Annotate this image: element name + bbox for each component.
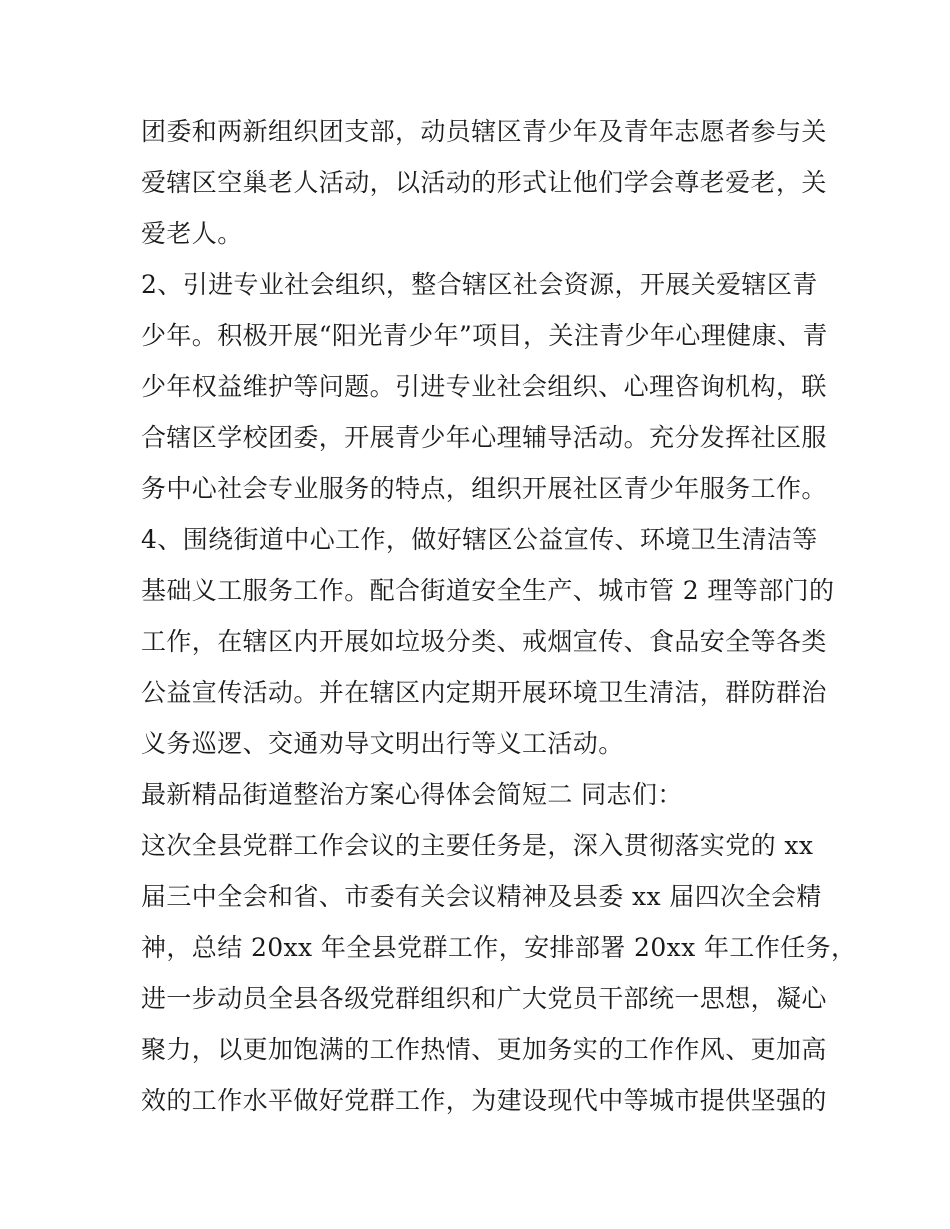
text-line: 爱辖区空巢老人活动，以活动的形式让他们学会尊老爱老，关 — [141, 168, 827, 197]
section-heading: 最新精品街道整治方案心得体会简短二 同志们： — [141, 780, 683, 809]
text-line: 合辖区学校团委，开展青少年心理辅导活动。充分发挥社区服 — [141, 423, 827, 452]
text-line: 基础义工服务工作。配合街道安全生产、城市管 2 理等部门的 — [141, 576, 835, 605]
text-line: 聚力，以更加饱满的工作热情、更加务实的工作作风、更加高 — [141, 1035, 827, 1064]
text-line: 少年。积极开展“阳光青少年”项目，关注青少年心理健康、青 — [141, 321, 828, 350]
text-line: 4、围绕街道中心工作，做好辖区公益宣传、环境卫生清洁等 — [141, 525, 818, 554]
text-line: 少年权益维护等问题。引进专业社会组织、心理咨询机构，联 — [141, 372, 827, 401]
text-line: 爱老人。 — [141, 219, 243, 248]
text-line: 公益宣传活动。并在辖区内定期开展环境卫生清洁，群防群治 — [141, 678, 827, 707]
text-line: 神，总结 20xx 年全县党群工作，安排部署 20xx 年工作任务， — [141, 933, 857, 962]
text-line: 2、引进专业社会组织，整合辖区社会资源，开展关爱辖区青 — [141, 270, 818, 299]
text-line: 工作，在辖区内开展如垃圾分类、戒烟宣传、食品安全等各类 — [141, 627, 827, 656]
text-line: 义务巡逻、交通劝导文明出行等义工活动。 — [141, 729, 624, 758]
text-line: 进一步动员全县各级党群组织和广大党员干部统一思想，凝心 — [141, 984, 827, 1013]
text-line: 这次全县党群工作会议的主要任务是，深入贯彻落实党的 xx — [141, 831, 814, 860]
text-line: 务中心社会专业服务的特点，组织开展社区青少年服务工作。 — [141, 474, 827, 503]
text-line: 团委和两新组织团支部，动员辖区青少年及青年志愿者参与关 — [141, 117, 827, 146]
text-line: 效的工作水平做好党群工作，为建设现代中等城市提供坚强的 — [141, 1086, 827, 1115]
text-line: 届三中全会和省、市委有关会议精神及县委 xx 届四次全会精 — [141, 882, 822, 911]
